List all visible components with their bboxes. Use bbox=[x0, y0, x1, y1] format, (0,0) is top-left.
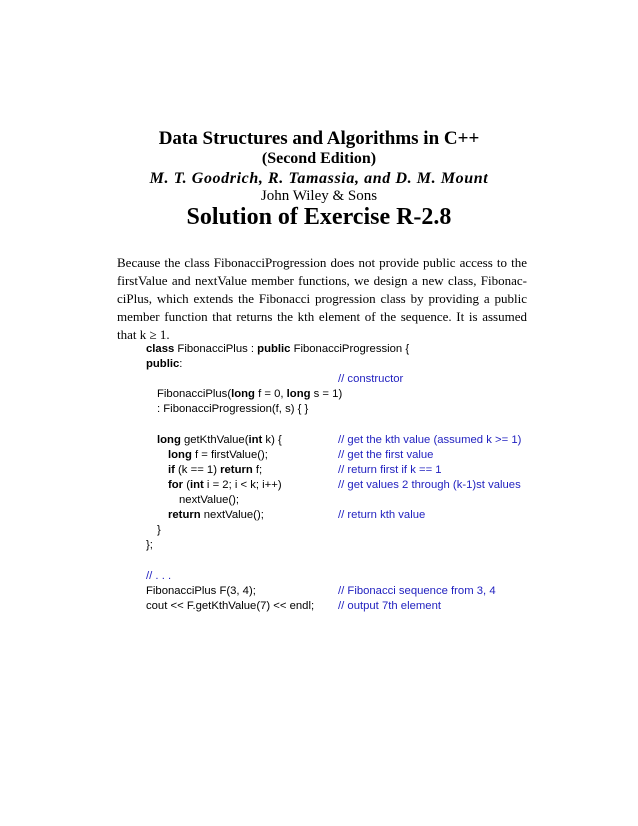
code-text: FibonacciPlus( bbox=[157, 388, 232, 401]
code-keyword: int bbox=[189, 478, 204, 491]
code-line bbox=[168, 478, 282, 493]
code-text: f = firstValue(); bbox=[191, 448, 268, 461]
code-comment: // return kth value bbox=[338, 509, 426, 522]
code-text: (k == 1) bbox=[174, 463, 221, 476]
code-keyword: int bbox=[248, 433, 263, 446]
code-line bbox=[157, 523, 161, 538]
code-keyword: public bbox=[146, 358, 180, 371]
code-text: getKthValue( bbox=[180, 433, 249, 446]
code-text: s = 1) bbox=[310, 388, 343, 401]
paragraph-line: ciPlus, which extends the Fibonacci progression class by providing a public bbox=[117, 291, 527, 306]
code-keyword: class bbox=[146, 343, 175, 355]
code-keyword: long bbox=[286, 388, 311, 401]
code-keyword: long bbox=[157, 433, 181, 446]
code-text: : bbox=[179, 358, 183, 371]
code-text: } bbox=[157, 524, 161, 537]
code-keyword: long bbox=[231, 388, 255, 401]
code-comment: // get the first value bbox=[338, 448, 434, 461]
code-keyword: return bbox=[168, 509, 201, 522]
code-line bbox=[146, 342, 409, 357]
paragraph-line: Because the class FibonacciProgression does not provide public access to the bbox=[117, 255, 527, 270]
code-text: }; bbox=[146, 539, 153, 552]
code-text: f = 0, bbox=[254, 388, 287, 401]
code-line bbox=[179, 493, 239, 508]
code-keyword: public bbox=[257, 343, 291, 355]
book-title: Data Structures and Algorithms in C++ bbox=[158, 128, 480, 149]
solution-paragraph bbox=[117, 254, 527, 344]
book-authors: M. T. Goodrich, R. Tamassia, and D. M. Mount bbox=[149, 170, 489, 187]
code-line bbox=[146, 569, 171, 584]
book-publisher: John Wiley & Sons bbox=[260, 188, 378, 204]
code-text: f; bbox=[252, 463, 263, 476]
exercise-heading: Solution of Exercise R-2.8 bbox=[186, 204, 452, 230]
code-text: nextValue(); bbox=[179, 494, 240, 506]
code-line bbox=[168, 448, 268, 463]
code-line bbox=[168, 463, 262, 478]
book-edition: (Second Edition) bbox=[261, 150, 377, 167]
code-line bbox=[146, 599, 314, 614]
code-text: FibonacciPlus : bbox=[174, 343, 258, 355]
code-keyword: for bbox=[168, 478, 184, 491]
code-comment: // get values 2 through (k-1)st values bbox=[338, 478, 521, 491]
code-line bbox=[146, 538, 153, 553]
code-text: ( bbox=[183, 478, 190, 491]
code-text: FibonacciPlus F(3, 4); bbox=[146, 584, 256, 597]
code-text: FibonacciProgression { bbox=[290, 343, 410, 355]
code-line bbox=[157, 433, 282, 448]
code-comment: // constructor bbox=[338, 373, 404, 386]
code-text: : FibonacciProgression(f, s) { } bbox=[157, 403, 309, 416]
code-keyword: if bbox=[168, 463, 175, 476]
code-line bbox=[157, 387, 342, 402]
code-comment: // Fibonacci sequence from 3, 4 bbox=[338, 584, 496, 597]
code-line bbox=[146, 584, 256, 599]
paragraph-line: that k ≥ 1. bbox=[117, 327, 170, 342]
code-text: // . . . bbox=[146, 569, 172, 582]
code-keyword: return bbox=[220, 463, 253, 476]
paragraph-line: firstValue and nextValue member functions, we design a new class, Fibonac- bbox=[117, 273, 527, 288]
code-line bbox=[168, 508, 264, 523]
paragraph-line: member function that returns the kth element of the sequence. It is assumed bbox=[117, 309, 527, 324]
code-line bbox=[157, 402, 308, 417]
code-text: nextValue(); bbox=[200, 509, 264, 522]
code-line bbox=[146, 357, 182, 372]
code-comment: // get the kth value (assumed k >= 1) bbox=[338, 433, 522, 446]
code-text: k) { bbox=[262, 433, 282, 446]
code-comment: // output 7th element bbox=[338, 599, 441, 612]
code-keyword: long bbox=[168, 448, 192, 461]
code-text: i = 2; i < k; i++) bbox=[203, 478, 282, 491]
code-text: cout << F.getKthValue(7) << endl; bbox=[146, 599, 315, 612]
code-comment: // return first if k == 1 bbox=[338, 463, 442, 476]
